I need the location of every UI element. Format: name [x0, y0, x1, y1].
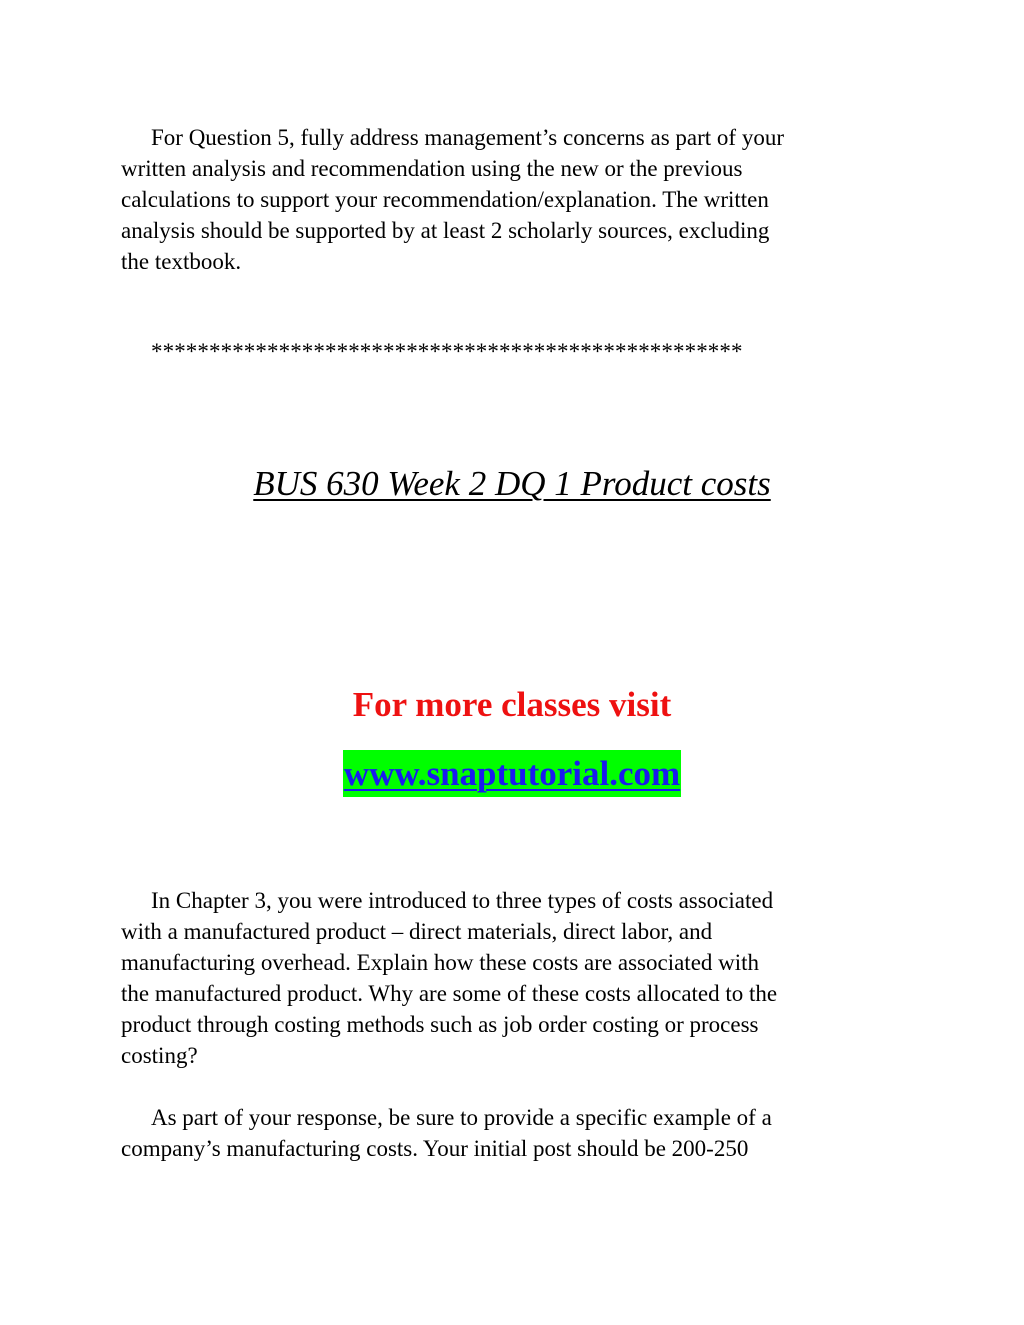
body1-line-4: the manufactured product. Why are some of these costs allocated to the: [121, 981, 778, 1006]
promo-text: For more classes visit: [352, 685, 672, 724]
intro-line-5: the textbook.: [121, 249, 242, 274]
promo-link-wrap: [0, 750, 1024, 797]
body2-line-2: company’s manufacturing costs. Your initial post should be 200-250: [121, 1136, 749, 1161]
section-heading-text: BUS 630 Week 2 DQ 1 Product costs: [253, 464, 771, 503]
intro-line-3: calculations to support your recommendation/explanation. The written: [121, 187, 769, 212]
intro-line-2: written analysis and recommendation using the new or the previous: [121, 156, 743, 181]
section-heading: [0, 462, 1024, 506]
intro-line-1: For Question 5, fully address management’s concerns as part of your: [151, 125, 784, 150]
body1-line-6: costing?: [121, 1043, 198, 1068]
body1-line-3: manufacturing overhead. Explain how these costs are associated with: [121, 950, 760, 975]
promo-link[interactable]: www.snaptutorial.com: [343, 750, 681, 797]
separator-stars: ***************************************************: [151, 339, 743, 364]
body1-line-5: product through costing methods such as job order costing or process: [121, 1012, 759, 1037]
body2-line-1: As part of your response, be sure to provide a specific example of a: [151, 1105, 772, 1130]
body-paragraph-2: [121, 1102, 901, 1164]
intro-line-4: analysis should be supported by at least 2 scholarly sources, excluding: [121, 218, 770, 243]
body-paragraph-1: [121, 885, 901, 1071]
intro-paragraph: [121, 122, 901, 277]
body1-line-1: In Chapter 3, you were introduced to three types of costs associated: [151, 888, 774, 913]
body1-line-2: with a manufactured product – direct materials, direct labor, and: [121, 919, 713, 944]
